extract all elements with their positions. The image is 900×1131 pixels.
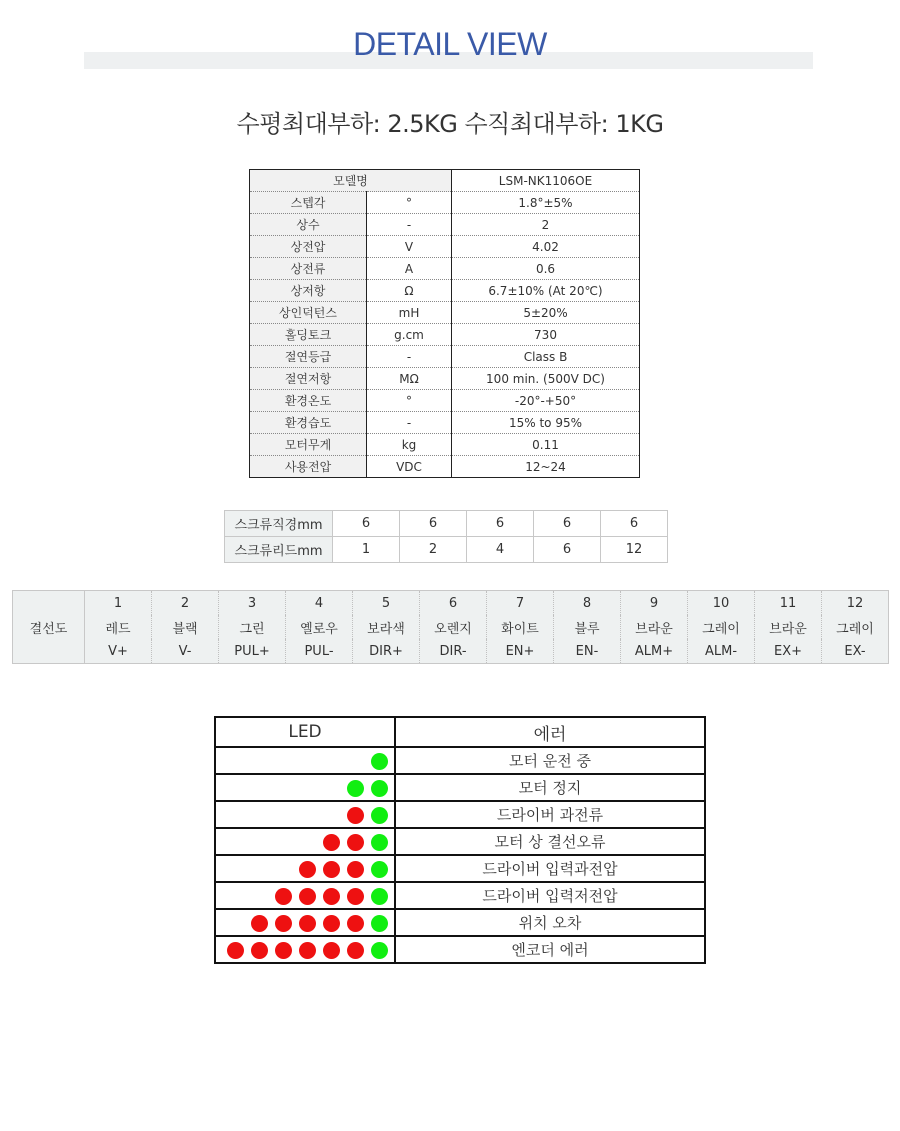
led-row <box>215 774 705 801</box>
wiring-wire-color: 그레이 <box>688 615 755 639</box>
red-led-dot <box>323 834 340 851</box>
red-led-dot <box>347 834 364 851</box>
led-row <box>215 909 705 936</box>
spec-value: 4.02 <box>452 236 640 258</box>
spec-item: 환경습도 <box>250 412 367 434</box>
screw-diameter-cell: 6 <box>601 511 668 537</box>
wiring-number-row <box>13 591 889 616</box>
spec-row <box>250 280 640 302</box>
spec-value: 0.11 <box>452 434 640 456</box>
wiring-pin-number: 11 <box>755 591 822 616</box>
error-description: 드라이버 입력저전압 <box>395 882 705 909</box>
led-header: LED <box>215 717 395 747</box>
error-description: 모터 운전 중 <box>395 747 705 774</box>
red-led-dot <box>347 888 364 905</box>
spec-item: 환경온도 <box>250 390 367 412</box>
screw-lead-cell: 6 <box>534 537 601 563</box>
spec-unit: ° <box>367 390 452 412</box>
led-row <box>215 801 705 828</box>
red-led-dot <box>227 942 244 959</box>
spec-unit: ° <box>367 192 452 214</box>
spec-row <box>250 324 640 346</box>
led-error-table <box>214 716 706 964</box>
spec-row <box>250 346 640 368</box>
red-led-dot <box>299 861 316 878</box>
wiring-wire-color: 오렌지 <box>420 615 487 639</box>
wiring-signal: V+ <box>85 639 152 664</box>
green-led-dot <box>371 753 388 770</box>
led-indicator-cell <box>215 882 395 909</box>
screw-diameter-row <box>225 511 668 537</box>
spec-unit: V <box>367 236 452 258</box>
screw-diameter-label: 스크류직경mm <box>225 511 333 537</box>
red-led-dot <box>347 942 364 959</box>
red-led-dot <box>323 888 340 905</box>
wiring-color-row <box>13 615 889 639</box>
spec-unit: Ω <box>367 280 452 302</box>
wiring-pin-number: 6 <box>420 591 487 616</box>
red-led-dot <box>299 915 316 932</box>
spec-item: 절연저항 <box>250 368 367 390</box>
spec-row <box>250 302 640 324</box>
led-row <box>215 855 705 882</box>
wiring-pin-number: 10 <box>688 591 755 616</box>
led-indicator-cell <box>215 936 395 963</box>
spec-value: -20°-+50° <box>452 390 640 412</box>
spec-header-label: 모델명 <box>250 170 452 192</box>
wiring-signal: DIR- <box>420 639 487 664</box>
wiring-wire-color: 그레이 <box>822 615 889 639</box>
screw-diameter-cell: 6 <box>400 511 467 537</box>
red-led-dot <box>275 915 292 932</box>
screw-lead-row <box>225 537 668 563</box>
green-led-dot <box>347 780 364 797</box>
spec-row <box>250 236 640 258</box>
red-led-dot <box>299 942 316 959</box>
spec-value: 0.6 <box>452 258 640 280</box>
wiring-signal: EN+ <box>487 639 554 664</box>
spec-value: 2 <box>452 214 640 236</box>
spec-value: 5±20% <box>452 302 640 324</box>
screw-lead-cell: 4 <box>467 537 534 563</box>
wiring-pin-number: 2 <box>152 591 219 616</box>
wiring-wire-color: 옐로우 <box>286 615 353 639</box>
spec-item: 모터무게 <box>250 434 367 456</box>
led-indicator-cell <box>215 774 395 801</box>
red-led-dot <box>347 807 364 824</box>
spec-item: 상전압 <box>250 236 367 258</box>
wiring-pin-number: 1 <box>85 591 152 616</box>
screw-lead-label: 스크류리드mm <box>225 537 333 563</box>
spec-header-value: LSM-NK1106OE <box>452 170 640 192</box>
wiring-signal: PUL+ <box>219 639 286 664</box>
spec-item: 상저항 <box>250 280 367 302</box>
screw-lead-cell: 2 <box>400 537 467 563</box>
spec-unit: A <box>367 258 452 280</box>
spec-row <box>250 192 640 214</box>
spec-item: 상전류 <box>250 258 367 280</box>
spec-item: 스텝각 <box>250 192 367 214</box>
spec-row <box>250 456 640 478</box>
wiring-wire-color: 레드 <box>85 615 152 639</box>
wiring-signal: ALM+ <box>621 639 688 664</box>
led-row <box>215 828 705 855</box>
screw-table <box>224 510 668 563</box>
wiring-signal: ALM- <box>688 639 755 664</box>
green-led-dot <box>371 780 388 797</box>
spec-unit: - <box>367 346 452 368</box>
wiring-pin-number: 7 <box>487 591 554 616</box>
wiring-signal: V- <box>152 639 219 664</box>
wiring-signal: EX+ <box>755 639 822 664</box>
led-row <box>215 936 705 963</box>
spec-unit: - <box>367 214 452 236</box>
led-indicator-cell <box>215 909 395 936</box>
screw-lead-cell: 12 <box>601 537 668 563</box>
spec-header-row <box>250 170 640 192</box>
wiring-wire-color: 블랙 <box>152 615 219 639</box>
wiring-pin-number: 4 <box>286 591 353 616</box>
spec-row <box>250 390 640 412</box>
led-header-row <box>215 717 705 747</box>
green-led-dot <box>371 888 388 905</box>
spec-value: 15% to 95% <box>452 412 640 434</box>
wiring-signal: DIR+ <box>353 639 420 664</box>
red-led-dot <box>347 861 364 878</box>
green-led-dot <box>371 861 388 878</box>
wiring-signal: EX- <box>822 639 889 664</box>
red-led-dot <box>323 861 340 878</box>
red-led-dot <box>251 915 268 932</box>
led-row <box>215 747 705 774</box>
wiring-wire-color: 화이트 <box>487 615 554 639</box>
screw-diameter-cell: 6 <box>467 511 534 537</box>
green-led-dot <box>371 807 388 824</box>
spec-table <box>249 169 640 478</box>
spec-unit: - <box>367 412 452 434</box>
error-description: 드라이버 입력과전압 <box>395 855 705 882</box>
spec-item: 절연등급 <box>250 346 367 368</box>
spec-item: 상수 <box>250 214 367 236</box>
led-row <box>215 882 705 909</box>
red-led-dot <box>323 942 340 959</box>
red-led-dot <box>299 888 316 905</box>
spec-value: Class B <box>452 346 640 368</box>
error-description: 엔코더 에러 <box>395 936 705 963</box>
wiring-pin-number: 8 <box>554 591 621 616</box>
wiring-signal-row <box>13 639 889 664</box>
wiring-pin-number: 5 <box>353 591 420 616</box>
spec-item: 홀딩토크 <box>250 324 367 346</box>
screw-diameter-cell: 6 <box>534 511 601 537</box>
spec-unit: g.cm <box>367 324 452 346</box>
wiring-wire-color: 블루 <box>554 615 621 639</box>
spec-value: 100 min. (500V DC) <box>452 368 640 390</box>
spec-unit: kg <box>367 434 452 456</box>
wiring-pin-number: 9 <box>621 591 688 616</box>
wiring-pin-number: 12 <box>822 591 889 616</box>
wiring-signal: PUL- <box>286 639 353 664</box>
load-spec-heading: 수평최대부하: 2.5KG 수직최대부하: 1KG <box>236 110 664 138</box>
spec-value: 12~24 <box>452 456 640 478</box>
error-description: 모터 상 결선오류 <box>395 828 705 855</box>
spec-row <box>250 434 640 456</box>
screw-lead-cell: 1 <box>333 537 400 563</box>
spec-item: 사용전압 <box>250 456 367 478</box>
green-led-dot <box>371 942 388 959</box>
red-led-dot <box>275 888 292 905</box>
spec-unit: MΩ <box>367 368 452 390</box>
page-title: DETAIL VIEW <box>353 26 547 62</box>
spec-unit: VDC <box>367 456 452 478</box>
error-header: 에러 <box>395 717 705 747</box>
wiring-signal: EN- <box>554 639 621 664</box>
led-indicator-cell <box>215 747 395 774</box>
spec-row <box>250 412 640 434</box>
error-description: 모터 정지 <box>395 774 705 801</box>
led-indicator-cell <box>215 828 395 855</box>
spec-row <box>250 214 640 236</box>
wiring-wire-color: 그린 <box>219 615 286 639</box>
spec-row <box>250 368 640 390</box>
wiring-pin-number: 3 <box>219 591 286 616</box>
spec-value: 730 <box>452 324 640 346</box>
error-description: 드라이버 과전류 <box>395 801 705 828</box>
wiring-wire-color: 브라운 <box>755 615 822 639</box>
spec-row <box>250 258 640 280</box>
wiring-label: 결선도 <box>13 591 85 664</box>
spec-item: 상인덕턴스 <box>250 302 367 324</box>
wiring-wire-color: 보라색 <box>353 615 420 639</box>
led-indicator-cell <box>215 801 395 828</box>
red-led-dot <box>251 942 268 959</box>
wiring-wire-color: 브라운 <box>621 615 688 639</box>
led-indicator-cell <box>215 855 395 882</box>
red-led-dot <box>275 942 292 959</box>
spec-unit: mH <box>367 302 452 324</box>
wiring-table <box>12 590 889 664</box>
spec-value: 1.8°±5% <box>452 192 640 214</box>
screw-diameter-cell: 6 <box>333 511 400 537</box>
red-led-dot <box>347 915 364 932</box>
spec-value: 6.7±10% (At 20℃) <box>452 280 640 302</box>
red-led-dot <box>323 915 340 932</box>
green-led-dot <box>371 834 388 851</box>
error-description: 위치 오차 <box>395 909 705 936</box>
green-led-dot <box>371 915 388 932</box>
